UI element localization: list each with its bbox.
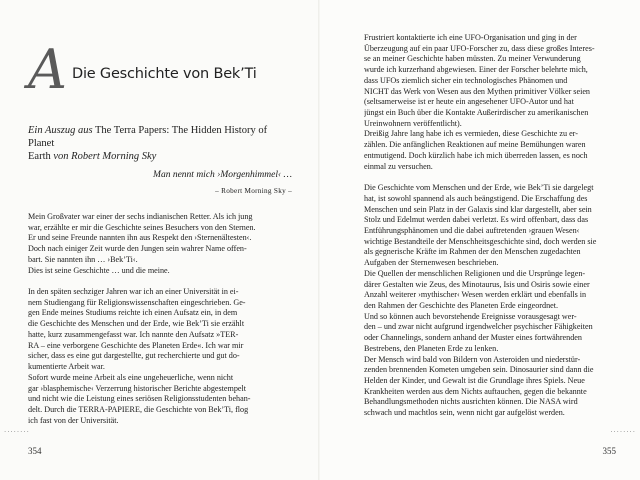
text-line: als gegnerische Kräfte im Rahmen der den Menschen zugedachten	[364, 247, 581, 257]
text-line: bart. Sie nannten ihn … ›Bek’Ti‹.	[28, 254, 138, 264]
left-body-text	[28, 212, 292, 426]
text-line: Dies ist seine Geschichte … und die meine.	[28, 265, 170, 275]
text-line: Dreißig Jahre lang habe ich es vermieden, diese Geschichte zu er-	[364, 129, 578, 139]
text-line: die Geschichte des Menschen und der Erde, wie Bek’Ti sie erzählt	[28, 319, 245, 329]
text-line: Frustriert kontaktierte ich eine UFO-Organisation und ging in der	[364, 33, 577, 42]
text-line: Und so können auch bevorstehende Ereignisse vorausgesagt wer-	[364, 311, 577, 321]
chapter-title: Die Geschichte von Bek’Ti	[72, 66, 257, 82]
text-line: Bestrebens, den Planeten Erde zu lenken.	[364, 343, 499, 353]
text-line: Ureinwohnern veröffentlicht).	[364, 118, 462, 128]
text-line: (seltsamerweise ist er heute ein angesehener UFO-Autor und hat	[364, 97, 574, 107]
text-line: Er und seine Freunde nannten ihn aus Respekt den ›Sternenältesten‹.	[28, 233, 252, 243]
text-line: hatte, kurz zusammengefasst war. Ich nannte den Aufsatz »TER-	[28, 329, 239, 339]
text-line: war, erzählte er mir die Geschichte seines Besuchers von den Sternen.	[28, 222, 256, 232]
text-line: zenden brennenden Kometen umgeben sein. Dinosaurier sind dann die	[364, 365, 594, 375]
text-line: nem Studiengang für Religionswissenschaften eingeschrieben. Ge-	[28, 297, 246, 307]
excerpt-book-title-cont: Earth	[28, 151, 54, 162]
text-line: wichtige Bestandteile der Menschheitsgeschichte sind, doch werden sie	[364, 236, 597, 246]
text-line: delt. Durch die TERRA-PAPIERE, die Geschichte von Bek’Ti, flog	[28, 404, 249, 414]
chapter-heading	[28, 38, 308, 106]
text-line: und nicht wie die Leistung eines seriösen Religionsstudenten behan-	[28, 394, 251, 404]
text-line: wurde ich kurzerhand abgewiesen. Einer der Forscher belehrte mich,	[364, 65, 588, 75]
right-page	[320, 0, 640, 480]
excerpt-source	[28, 124, 292, 163]
left-margin-dots: ........	[4, 426, 30, 434]
text-line: se an meiner Geschichte haben müssten. Zu meiner Verwunderung	[364, 54, 581, 64]
text-line: gar ›blasphemische‹ Verzerrung historischer Berichte abgestempelt	[28, 383, 247, 393]
text-line: entmutigend. Doch kürzlich habe ich mich überreden lassen, es noch	[364, 150, 588, 160]
text-line: Menschen und sein Platz in der Galaxis sind klar dargestellt, aber sein	[364, 204, 592, 214]
paragraph-gap	[364, 172, 620, 183]
text-line: Aufgaben der Sternenwesen beschrieben.	[364, 258, 499, 268]
text-line: den Rahmen der Geschichte des Planeten Erde eingeordnet.	[364, 300, 559, 310]
text-line: kumentierte Arbeit war.	[28, 362, 105, 372]
excerpt-author: von Robert Morning Sky	[53, 151, 157, 162]
excerpt-book-title: The Terra Papers: The Hidden History of Planet	[28, 125, 268, 149]
text-line: Behandlungsmethoden nichts ausrichten können. Die NASA wird	[364, 397, 578, 407]
text-line: Krankheiten werden aus dem Nichts auftauchen, gegen die bekannte	[364, 386, 587, 396]
text-line: hat, ist sowohl spannend als auch beängstigend. Die Erschaffung des	[364, 193, 588, 203]
text-line: den – und zwar nicht aufgrund irgendwelcher psychischer Fähigkeiten	[364, 322, 593, 332]
text-line: Anzahl weiterer ›mythischer‹ Wesen werden erklärt und ebenfalls in	[364, 290, 587, 300]
text-line: gen Ende meines Studiums reichte ich einen Aufsatz ein, in dem	[28, 308, 238, 318]
text-line: dass UFOs ziemlich sicher ein technologisches Phänomen und	[364, 75, 568, 85]
right-page-number: 355	[602, 446, 616, 456]
chapter-letter: A	[28, 38, 67, 101]
text-line: Überzeugung auf ein paar UFO-Forscher zu, dass diese großes Interes-	[364, 43, 595, 53]
text-line: oder Channelings, sondern anhand der Muster eines fortwährenden	[364, 333, 582, 343]
right-body-text	[364, 33, 620, 419]
text-line: Stolz und Edelmut werden dabei verletzt. Es wird offenbart, dass das	[364, 215, 589, 225]
text-line: einmal zu versuchen.	[364, 161, 433, 171]
text-line: därer Gestalten wie Zeus, des Minotaurus, Isis und Osiris sowie einer	[364, 279, 590, 289]
text-line: RA – eine verborgene Geschichte des Planeten Erde«. Ich war mir	[28, 340, 244, 350]
text-line: jüngst ein Buch über die Kontakte Außerirdischer zu amerikanischen	[364, 108, 589, 118]
text-line: Mein Großvater war einer der sechs indianischen Retter. Als ich jung	[28, 212, 253, 221]
text-line: Die Quellen der menschlichen Religionen und die Ursprünge legen-	[364, 268, 586, 278]
epigraph-quote: Man nennt mich ›Morgenhimmel‹ …	[153, 170, 292, 180]
text-line: schwach und machtlos sein, wenn nicht gar aufgelöst werden.	[364, 408, 565, 418]
text-line: NICHT das Werk von Wesen aus den Mythen primitiver Völker seien	[364, 86, 590, 96]
left-page-number: 354	[28, 446, 42, 456]
paragraph-gap	[28, 276, 292, 287]
epigraph-attribution: – Robert Morning Sky –	[215, 187, 292, 195]
text-line: Entführungsphänomen und die dabei auftretenden ›grauen Wesen‹	[364, 225, 580, 235]
text-line: Der Mensch wird bald von Bildern von Asteroiden und niederstür-	[364, 354, 581, 364]
right-margin-dots: ........	[610, 426, 636, 434]
text-line: Doch nach einiger Zeit wurde den Jungen sein wahrer Name offen-	[28, 244, 247, 254]
text-line: Helden der Kinder, und Gewalt ist die Grundlage ihres Spiels. Neue	[364, 376, 585, 385]
excerpt-prefix: Ein Auszug aus	[28, 125, 93, 136]
text-line: zählen. Die anfänglichen Reaktionen auf meine Bemühungen waren	[364, 140, 586, 150]
text-line: Sofort wurde meine Arbeit als eine ungeheuerliche, wenn nicht	[28, 372, 234, 382]
text-line: sicher, dass es eine gut dargestellte, gut recherchierte und gut do-	[28, 351, 240, 361]
text-line: Die Geschichte vom Menschen und der Erde, wie Bek’Ti sie dargelegt	[364, 183, 594, 193]
epigraph	[72, 169, 292, 195]
text-line: In den späten sechziger Jahren war ich an einer Universität in ei-	[28, 287, 239, 297]
text-line: ich fast von der Universität.	[28, 415, 119, 425]
